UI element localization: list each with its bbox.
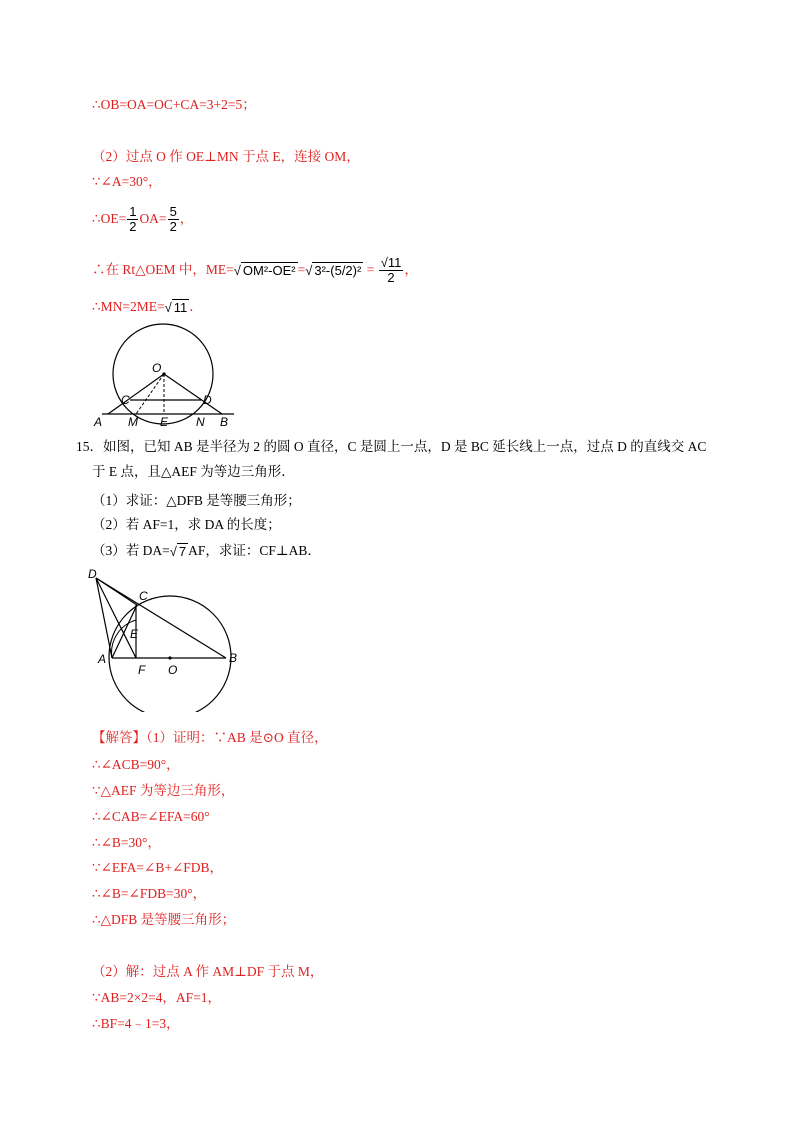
answer-line: ∴BF=4﹣1=3， xyxy=(92,1016,180,1031)
label: O xyxy=(168,663,178,677)
fraction: $\frac{√11}{2}$ xyxy=(380,255,402,286)
answer-line: ∴∠CAB=∠EFA=60° xyxy=(92,809,210,824)
answer-line: ∵△AEF 为等边三角形， xyxy=(92,783,235,798)
geometry-figure-2 xyxy=(84,562,244,712)
label: D xyxy=(88,567,97,581)
answer-line: ∴∠B=∠FDB=30°， xyxy=(92,886,207,901)
problem-stem: 于 E 点，且△AEF 为等边三角形． xyxy=(92,464,295,479)
solution-line-radicals: ∴在 Rt△OEM 中，ME=√ OM²-OE² =√ 3²-(5/2)² = $\frac{√11}{2}$ ， xyxy=(92,250,418,291)
solution-line-fraction: ∴OE= $\frac{1}{2}$ OA= $\frac{5}{2}$ ， xyxy=(92,204,194,235)
label: E xyxy=(130,627,139,641)
label: C xyxy=(121,393,130,407)
answer-line: ∴∠ACB=90°， xyxy=(92,757,180,772)
problem-stem: 15．如图，已知 AB 是半径为 2 的圆 O 直径，C 是圆上一点，D 是 BC 延长线上一点，过点 D 的直线交 AC xyxy=(76,439,707,454)
answer-tag: 【解答】 xyxy=(92,730,146,745)
fraction: $\frac{5}{2}$ xyxy=(169,204,177,235)
label: B xyxy=(220,415,229,429)
label: E xyxy=(160,415,169,429)
geometry-figure-1 xyxy=(88,322,248,430)
radical: √ 7 xyxy=(169,543,187,559)
answer-line: ∴∠B=30°， xyxy=(92,835,161,850)
label: C xyxy=(139,589,148,603)
problem-question: （3）若 DA=√ 7 AF，求证：CF⊥AB． xyxy=(92,543,321,559)
solution-line: ∴MN=2ME=√ 11 ． xyxy=(92,299,203,315)
answer-line: （2）解：过点 A 作 AM⊥DF 于点 M， xyxy=(92,964,324,979)
label: A xyxy=(94,415,103,429)
radical: √ 3²-(5/2)² xyxy=(305,262,362,278)
problem-question: （2）若 AF=1，求 DA 的长度； xyxy=(92,517,281,532)
label: B xyxy=(229,651,238,665)
answer-line: ∴△DFB 是等腰三角形； xyxy=(92,912,236,927)
label: N xyxy=(196,415,205,429)
solution-line: ∴OB=OA=OC+CA=3+2=5； xyxy=(92,97,256,112)
fraction: $\frac{1}{2}$ xyxy=(129,204,137,235)
answer-line: 【解答】（1）证明：∵AB 是⊙O 直径， xyxy=(92,730,328,745)
label: F xyxy=(138,663,146,677)
answer-line: ∵AB=2×2=4，AF=1， xyxy=(92,990,222,1005)
label: O xyxy=(152,361,162,375)
solution-line: ∵∠A=30°， xyxy=(92,174,162,189)
answer-line: ∵∠EFA=∠B+∠FDB， xyxy=(92,860,224,875)
radical: √ 11 xyxy=(164,299,188,315)
label: M xyxy=(128,415,138,429)
label: A xyxy=(98,652,107,666)
problem-question: （1）求证：△DFB 是等腰三角形； xyxy=(92,493,301,508)
solution-line: （2）过点 O 作 OE⊥MN 于点 E，连接 OM， xyxy=(92,149,360,164)
label: D xyxy=(203,393,212,407)
radical: √ OM²-OE² xyxy=(233,262,296,278)
